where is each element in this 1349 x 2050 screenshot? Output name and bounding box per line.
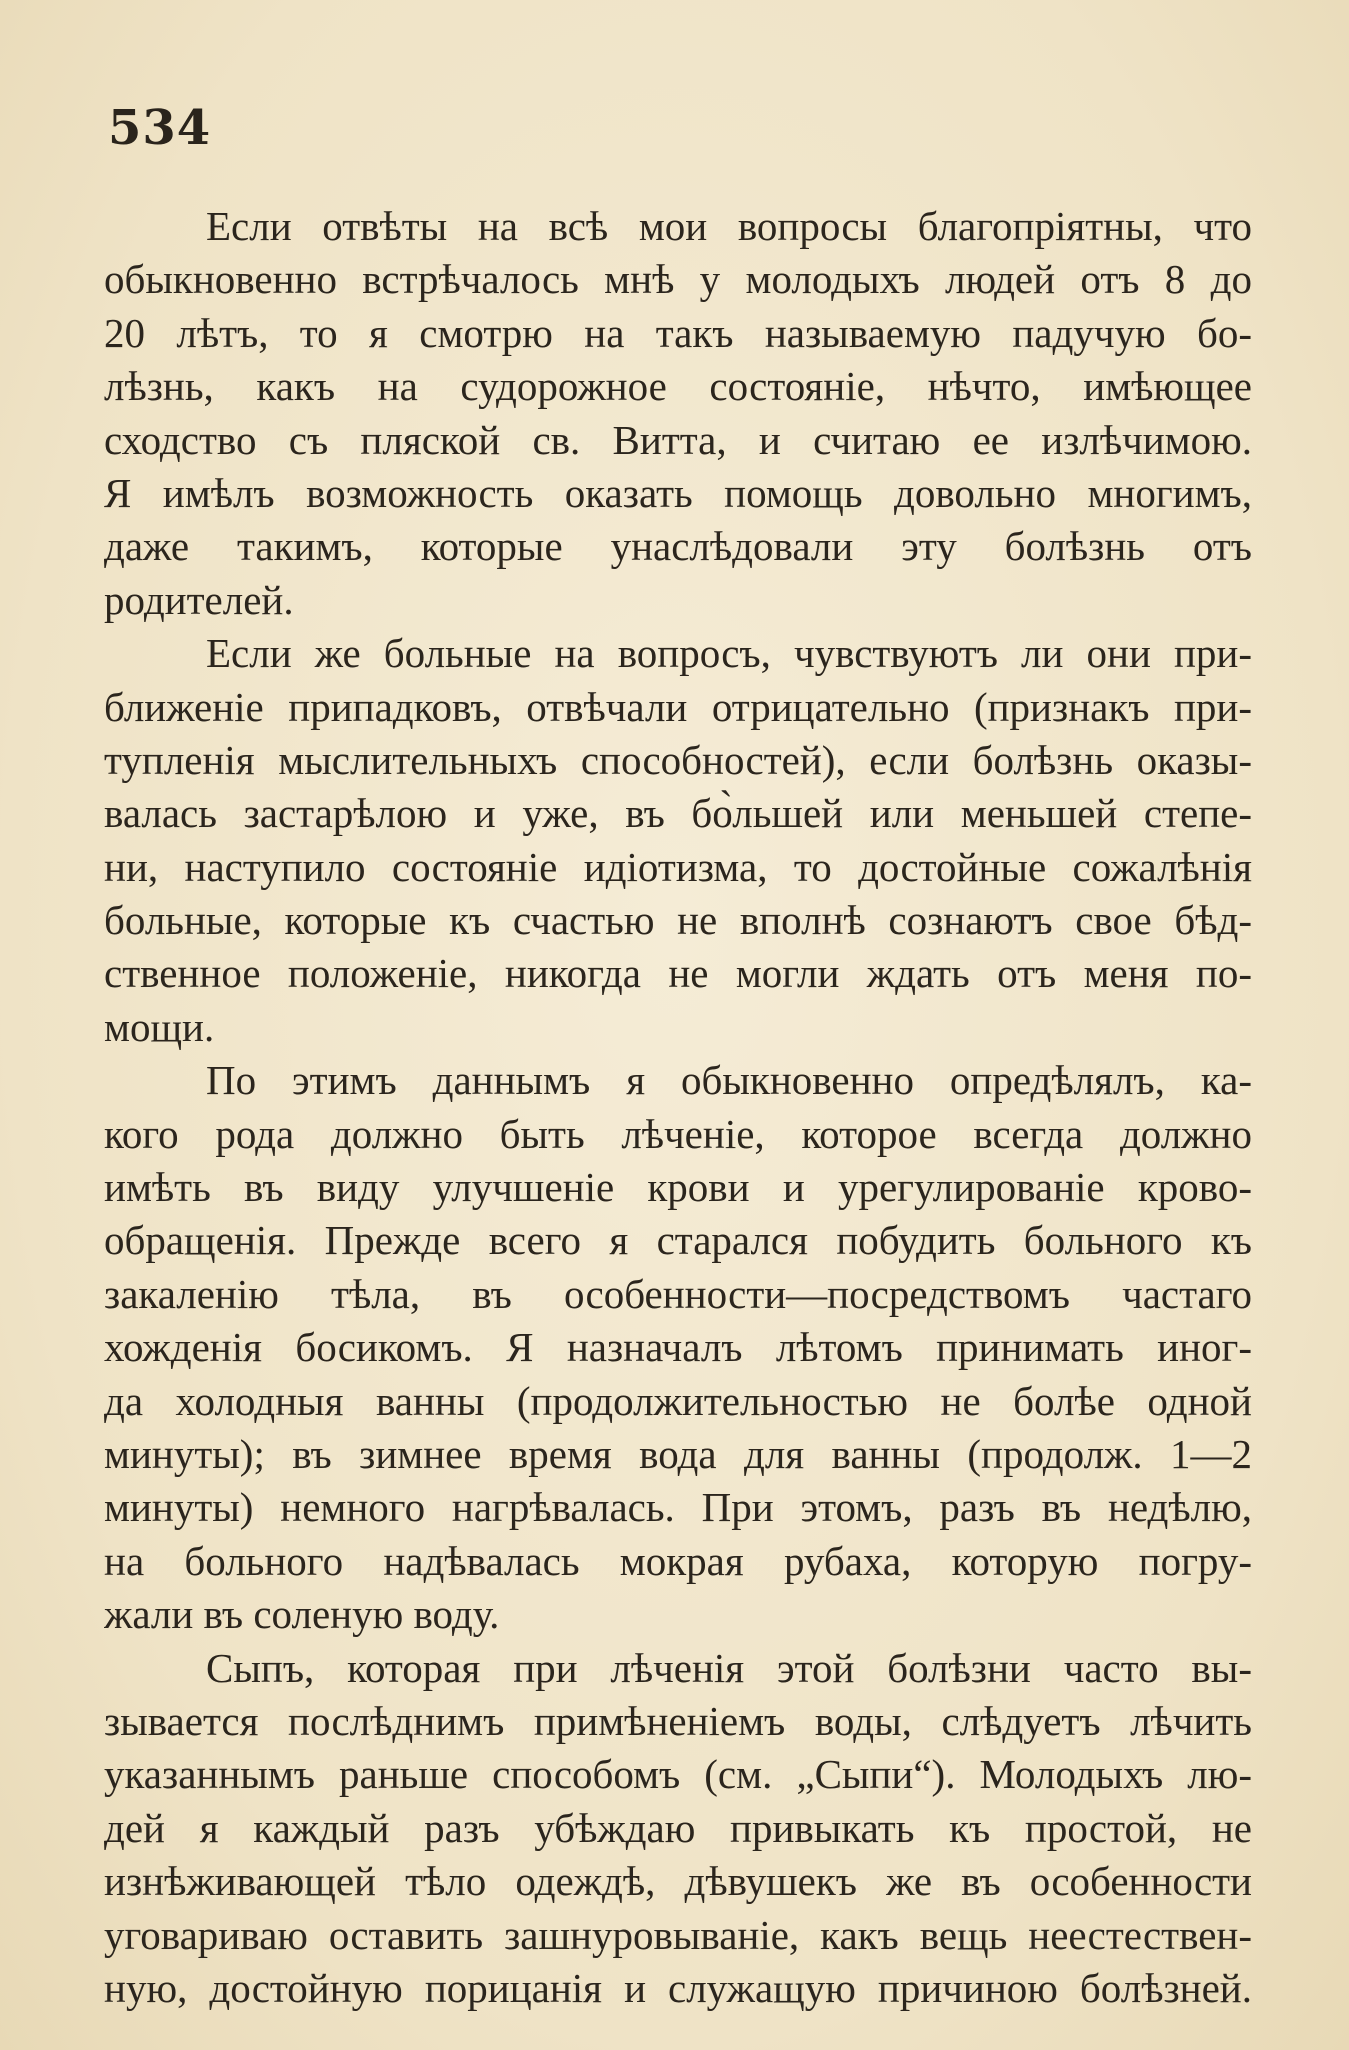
text-line: закаленію тѣла, въ особенности—посредствомъ частаго xyxy=(104,1270,1252,1317)
text-line: хожденія босикомъ. Я назначалъ лѣтомъ принимать иног- xyxy=(104,1324,1252,1371)
text-line: мощи. xyxy=(104,1003,215,1050)
text-line: зывается послѣднимъ примѣненіемъ воды, слѣдуетъ лѣчить xyxy=(104,1697,1252,1744)
text-line: валась застарѣлою и уже, въ бо̀льшей или меньшей степе- xyxy=(104,790,1252,837)
text-line: лѣзнь, какъ на судорожное состояніе, нѣчто, имѣющее xyxy=(104,363,1252,410)
text-line: Сыпъ, которая при лѣченія этой болѣзни часто вы- xyxy=(206,1644,1252,1691)
text-line: даже такимъ, которые унаслѣдовали эту болѣзнь отъ xyxy=(104,523,1252,570)
text-line: ную, достойную порицанія и служащую причиною болѣзней. xyxy=(104,1964,1252,2011)
text-line: ни, наступило состояніе идіотизма, то достойные сожалѣнія xyxy=(104,843,1252,890)
text-line: минуты); въ зимнее время вода для ванны (продолж. 1—2 xyxy=(104,1430,1252,1477)
text-line: дей я каждый разъ убѣждаю привыкать къ простой, не xyxy=(104,1804,1252,1851)
text-line: уговариваю оставить зашнуровываніе, какъ вещь неестествен- xyxy=(104,1911,1252,1958)
body-text xyxy=(104,200,1252,2015)
text-line: обращенія. Прежде всего я старался побудить больного къ xyxy=(104,1217,1252,1264)
text-line: Если же больные на вопросъ, чувствуютъ ли они при- xyxy=(206,630,1252,677)
text-line: больные, которые къ счастью не вполнѣ сознаютъ свое бѣд- xyxy=(104,897,1252,944)
text-line: 20 лѣтъ, то я смотрю на такъ называемую падучую бо- xyxy=(104,309,1252,356)
text-line: По этимъ даннымъ я обыкновенно опредѣлялъ, ка- xyxy=(206,1057,1252,1104)
text-line: ственное положеніе, никогда не могли ждать отъ меня по- xyxy=(104,950,1252,997)
text-line: сходство съ пляской св. Витта, и считаю ее излѣчимою. xyxy=(104,416,1252,463)
text-line: ближеніе припадковъ, отвѣчали отрицательно (признакъ при- xyxy=(104,683,1252,730)
text-line: тупленія мыслительныхъ способностей), если болѣзнь оказы- xyxy=(104,736,1252,783)
text-line: имѣть въ виду улучшеніе крови и урегулированіе крово- xyxy=(104,1164,1252,1211)
text-line: жали въ соленую воду. xyxy=(104,1591,500,1638)
text-line: обыкновенно встрѣчалось мнѣ у молодыхъ людей отъ 8 до xyxy=(104,256,1252,303)
text-line: Если отвѣты на всѣ мои вопросы благопріятны, что xyxy=(206,203,1252,249)
text-line: Я имѣлъ возможность оказать помощь довольно многимъ, xyxy=(104,469,1252,516)
page-number: 534 xyxy=(108,100,212,156)
text-line: на больного надѣвалась мокрая рубаха, которую погру- xyxy=(104,1537,1252,1584)
text-line: кого рода должно быть лѣченіе, которое всегда должно xyxy=(104,1110,1252,1157)
text-line: минуты) немного нагрѣвалась. При этомъ, разъ въ недѣлю, xyxy=(104,1484,1252,1531)
text-line: родителей. xyxy=(104,576,294,623)
text-line: изнѣживающей тѣло одеждѣ, дѣвушекъ же въ особенности xyxy=(104,1858,1252,1905)
text-line: да холодныя ванны (продолжительностью не болѣе одной xyxy=(104,1377,1252,1424)
text-line: указаннымъ раньше способомъ (см. „Сыпи“). Молодыхъ лю- xyxy=(104,1751,1252,1798)
